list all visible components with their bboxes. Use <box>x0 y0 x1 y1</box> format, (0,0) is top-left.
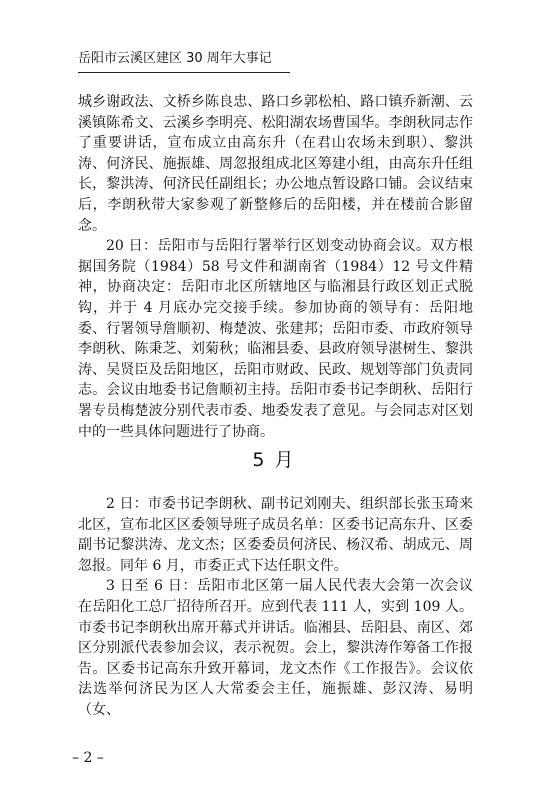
paragraph-continued: 城乡谢政法、文桥乡陈良忠、路口乡郭松柏、路口镇乔新潮、云溪镇陈希文、云溪乡李明亮、松阳湖农场曹国华。李朗秋同志作了重要讲话，宣布成立由高东升（在君山农场未到职）、黎洪涛、何济民、施振雄、周忽报组成北区筹建小组，由高东升任组长，黎洪涛、何济民任副组长；办公地点暂设路口铺。会议结束后，李朗秋带大家参观了新整修后的岳阳楼，并在楼前合影留念。 <box>78 94 473 234</box>
month-heading: 5 月 <box>252 449 296 471</box>
paragraph-april-20: 20 日：岳阳市与岳阳行署举行区划变动协商会议。双方根据国务院（1984）58 号文件和湖南省（1984）12 号文件精神，协商决定：岳阳市北区所辖地区与临湘县行政区划正式脱钩，并于 4 月底办完交接手续。参加协商的领导有：岳阳地委、行署领导詹顺初、梅楚波、张建邦；岳阳市委、市政府领导李朗秋、陈秉芝、刘菊秋；临湘县委、县政府领导湛树生、黎洪涛、吴贤臣及岳阳地区，岳阳市财政、民政、规划等部门负责同志。会议由地委书记詹顺初主持。岳阳市委书记李朗秋、岳阳行署专员梅楚波分别代表市委、地委发表了意见。与会同志对区划中的一些具体问题进行了协商。 <box>78 238 473 440</box>
april-entries <box>78 92 473 442</box>
paragraph-may-2: 2 日：市委书记李朗秋、副书记刘刚夫、组织部长张玉琦来北区，宣布北区区委领导班子成员名单：区委书记高东升、区委副书记黎洪涛、龙文杰；区委委员何济民、杨汉希、胡成元、周忽报。同年 6 月，市委正式下达任职文件。 <box>78 496 473 574</box>
running-header: 岳阳市云溪区建区 30 周年大事记 <box>78 51 272 66</box>
may-entries <box>78 494 473 721</box>
header-rule <box>78 72 290 73</box>
paragraph-may-3-6: 3 日至 6 日：岳阳市北区第一届人民代表大会第一次会议在岳阳化工总厂招待所召开。应到代表 111 人，实到 109 人。市委书记李朗秋出席开幕式并讲话。临湘县、岳阳县、南区、郊区分别派代表参加会议，表示祝贺。会上，黎洪涛作筹备工作报告。区委书记高东升致开幕词，龙文杰作《工作报告》。会议依法选举何济民为区人大常委会主任，施振雄、彭汉涛、易明（女、 <box>78 578 473 718</box>
page-number: – 2 – <box>72 750 104 766</box>
